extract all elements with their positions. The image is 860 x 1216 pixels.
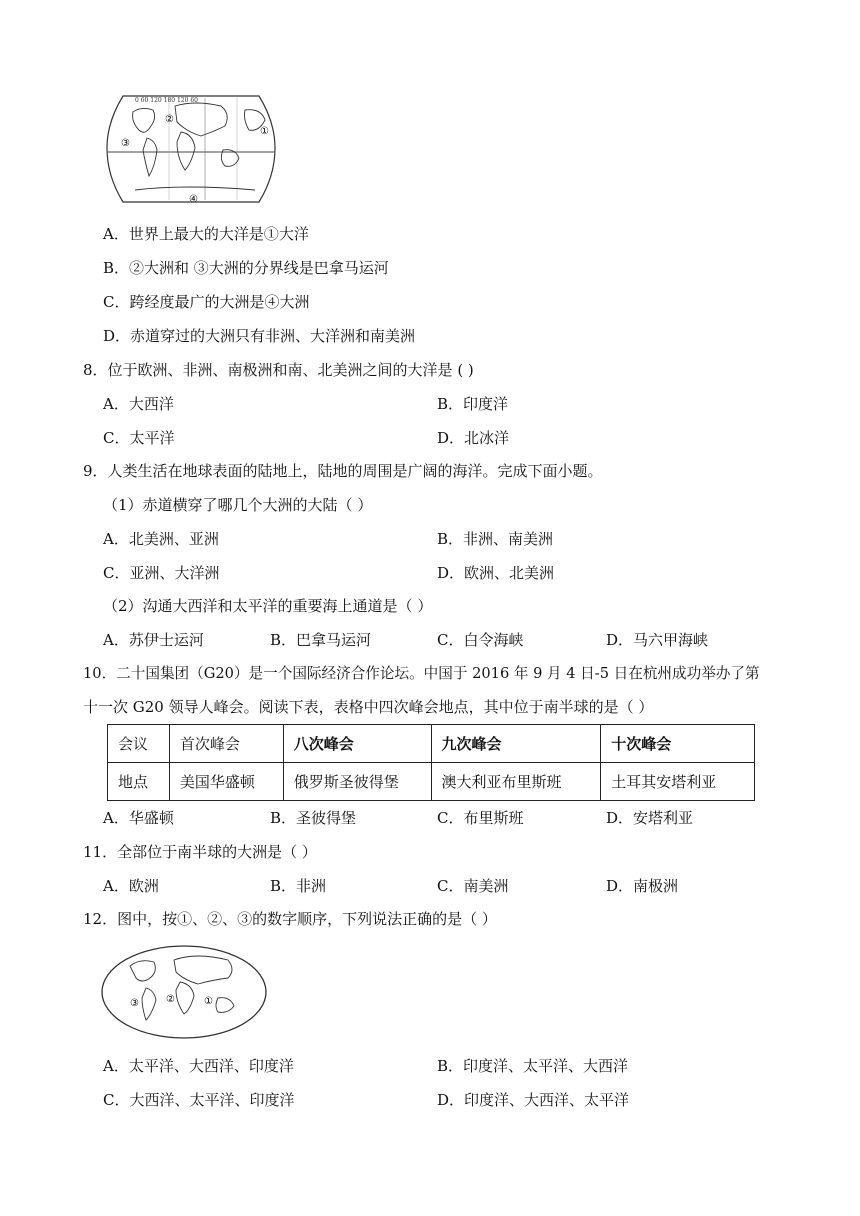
table-cell: 土耳其安塔利亚 <box>601 763 755 801</box>
q8-option-a: A．大西洋 <box>103 395 174 413</box>
q8-option-d: D．北冰洋 <box>437 429 510 447</box>
q9-sub1-option-b: B．非洲、南美洲 <box>437 530 554 548</box>
q7-option-b: B．②大洲和 ③大洲的分界线是巴拿马运河 <box>103 259 389 277</box>
q10-option-c: C．布里斯班 <box>437 809 524 827</box>
q9-sub1: （1）赤道横穿了哪几个大洲的大陆（ ） <box>103 496 373 514</box>
q9-sub2-option-a: A．苏伊士运河 <box>103 631 204 649</box>
q11-option-c: C．南美洲 <box>437 877 509 895</box>
q11-stem: 11．全部位于南半球的大洲是（ ） <box>83 843 317 861</box>
world-map-q7 <box>105 92 277 206</box>
q7-option-d: D．赤道穿过的大洲只有非洲、大洋洲和南美洲 <box>103 327 416 345</box>
map-label-1: ① <box>260 126 269 137</box>
world-map-q12 <box>100 944 268 1040</box>
table-cell: 澳大利亚布里斯班 <box>431 763 601 801</box>
q12-option-d: D．印度洋、大西洋、太平洋 <box>437 1091 630 1109</box>
map-tick-labels: 0 60 120 180 120 60 <box>135 97 198 104</box>
map-label-3: ③ <box>130 998 139 1009</box>
q12-option-a: A．太平洋、大西洋、印度洋 <box>103 1057 294 1075</box>
q9-sub1-option-c: C．亚洲、大洋洲 <box>103 564 220 582</box>
q10-stem-line2: 十一次 G20 领导人峰会。阅读下表，表格中四次峰会地点，其中位于南半球的是（ ） <box>83 698 654 716</box>
q9-sub1-option-d: D．欧洲、北美洲 <box>437 564 555 582</box>
map-label-4: ④ <box>189 194 198 205</box>
q11-option-b: B．非洲 <box>270 877 327 895</box>
q11-option-a: A．欧洲 <box>103 877 159 895</box>
table-header-row <box>108 725 755 763</box>
q9-sub2: （2）沟通大西洋和太平洋的重要海上通道是（ ） <box>103 597 433 615</box>
q9-sub2-option-d: D．马六甲海峡 <box>606 631 709 649</box>
table-cell: 首次峰会 <box>169 725 283 763</box>
q8-option-b: B．印度洋 <box>437 395 509 413</box>
q11-option-d: D．南极洲 <box>606 877 679 895</box>
table-cell: 九次峰会 <box>431 725 601 763</box>
q7-option-c: C．跨经度最广的大洲是④大洲 <box>103 293 310 311</box>
q12-stem: 12．图中，按①、②、③的数字顺序，下列说法正确的是（ ） <box>83 910 497 928</box>
table-cell: 地点 <box>108 763 170 801</box>
map-label-2: ② <box>166 994 175 1005</box>
q7-option-a: A．世界上最大的大洋是①大洋 <box>103 225 309 243</box>
q10-option-d: D．安塔利亚 <box>606 809 694 827</box>
map-label-1: ① <box>204 996 213 1007</box>
q9-sub1-option-a: A．北美洲、亚洲 <box>103 530 219 548</box>
table-row <box>108 763 755 801</box>
q9-sub2-option-c: C．白令海峡 <box>437 631 524 649</box>
q10-option-a: A．华盛顿 <box>103 809 174 827</box>
q9-stem: 9．人类生活在地球表面的陆地上，陆地的周围是广阔的海洋。完成下面小题。 <box>83 462 603 480</box>
q12-option-c: C．大西洋、太平洋、印度洋 <box>103 1091 295 1109</box>
q8-stem: 8．位于欧洲、非洲、南极洲和南、北美洲之间的大洋是 ( ) <box>83 361 474 379</box>
table-cell: 俄罗斯圣彼得堡 <box>283 763 431 801</box>
q10-stem-line1: 10．二十国集团（G20）是一个国际经济合作论坛。中国于 2016 年 9 月 4 日-5 日在杭州成功举办了第 <box>83 665 760 682</box>
table-cell: 八次峰会 <box>283 725 431 763</box>
map-label-3: ③ <box>121 138 130 149</box>
map-label-2: ② <box>165 114 174 125</box>
q10-option-b: B．圣彼得堡 <box>270 809 357 827</box>
g20-summit-table <box>107 724 755 801</box>
table-cell: 十次峰会 <box>601 725 755 763</box>
q9-sub2-option-b: B．巴拿马运河 <box>270 631 372 649</box>
table-cell: 美国华盛顿 <box>169 763 283 801</box>
q12-option-b: B．印度洋、太平洋、大西洋 <box>437 1057 629 1075</box>
table-cell: 会议 <box>108 725 170 763</box>
q8-option-c: C．太平洋 <box>103 429 175 447</box>
